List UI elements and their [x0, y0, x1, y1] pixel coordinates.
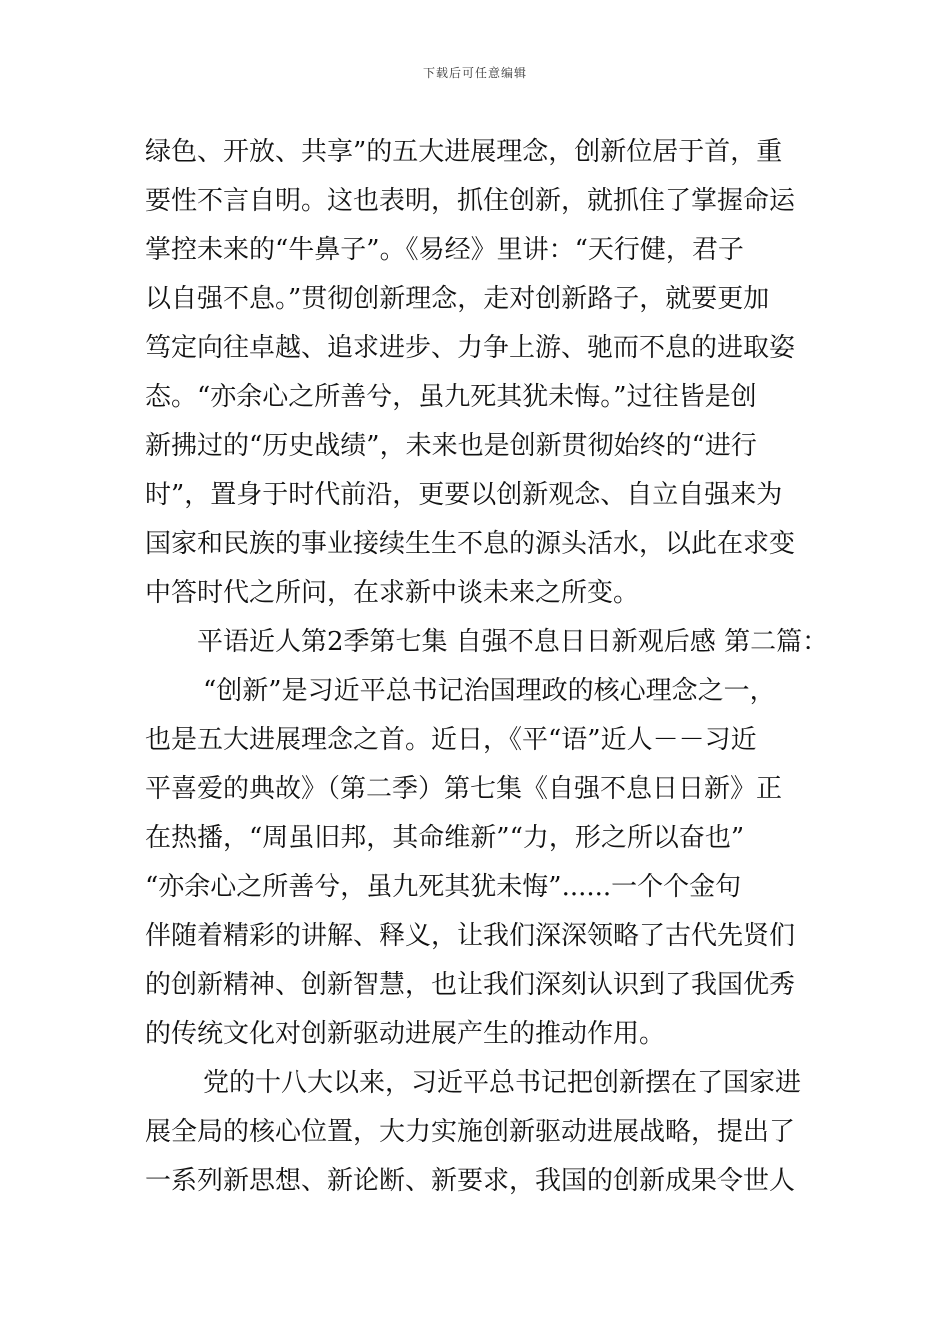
text-line: 也是五大进展理念之首。近日，《平“语”近人－－习近: [145, 725, 757, 755]
text-line: 展全局的核心位置，大力实施创新驱动进展战略，提出了: [145, 1117, 796, 1147]
text-line: 的创新精神、创新智慧，也让我们深刻认识到了我国优秀: [145, 970, 796, 1000]
text-line: 新拂过的“历史战绩”，未来也是创新贯彻始终的“进行: [145, 431, 757, 461]
text-line: 党的十八大以来，习近平总书记把创新摆在了国家进: [203, 1068, 802, 1098]
text-line: 以自强不息。”贯彻创新理念，走对创新路子，就要更加: [145, 284, 770, 314]
text-line: 要性不言自明。这也表明，抓住创新，就抓住了掌握命运: [145, 186, 796, 216]
text-line: 国家和民族的事业接续生生不息的源头活水，以此在求变: [145, 529, 796, 559]
text-line: 中答时代之所问，在求新中谈未来之所变。: [145, 578, 640, 608]
document-body: [145, 128, 829, 1206]
text-line: 掌控未来的“牛鼻子”。《易经》里讲：“天行健，君子: [145, 235, 744, 265]
text-line: 平喜爱的典故》（第二季）第七集《自强不息日日新》正: [145, 774, 783, 804]
page-header: 下载后可任意编辑: [422, 66, 527, 80]
text-line: 一系列新思想、新论断、新要求，我国的创新成果令世人: [145, 1166, 796, 1196]
text-line: “亦余心之所善兮，虽九死其犹未悔”......一个个金句: [145, 872, 742, 902]
text-line: 的传统文化对创新驱动进展产生的推动作用。: [145, 1019, 666, 1049]
text-line: 笃定向往卓越、追求进步、力争上游、驰而不息的进取姿: [145, 333, 796, 363]
text-line: 绿色、开放、共享”的五大进展理念，创新位居于首，重: [145, 137, 783, 167]
text-line: 在热播，“周虽旧邦，其命维新”“力，形之所以奋也”: [145, 823, 745, 853]
text-line: 时”，置身于时代前沿，更要以创新观念、自立自强来为: [145, 480, 783, 510]
section-heading: 平语近人第2季第七集 自强不息日日新观后感 第二篇：: [197, 627, 829, 657]
text-line: 伴随着精彩的讲解、释义，让我们深深领略了古代先贤们: [145, 921, 796, 951]
text-line: 态。“亦余心之所善兮，虽九死其犹未悔。”过往皆是创: [145, 382, 757, 412]
text-line: “创新”是习近平总书记治国理政的核心理念之一，: [203, 676, 776, 706]
